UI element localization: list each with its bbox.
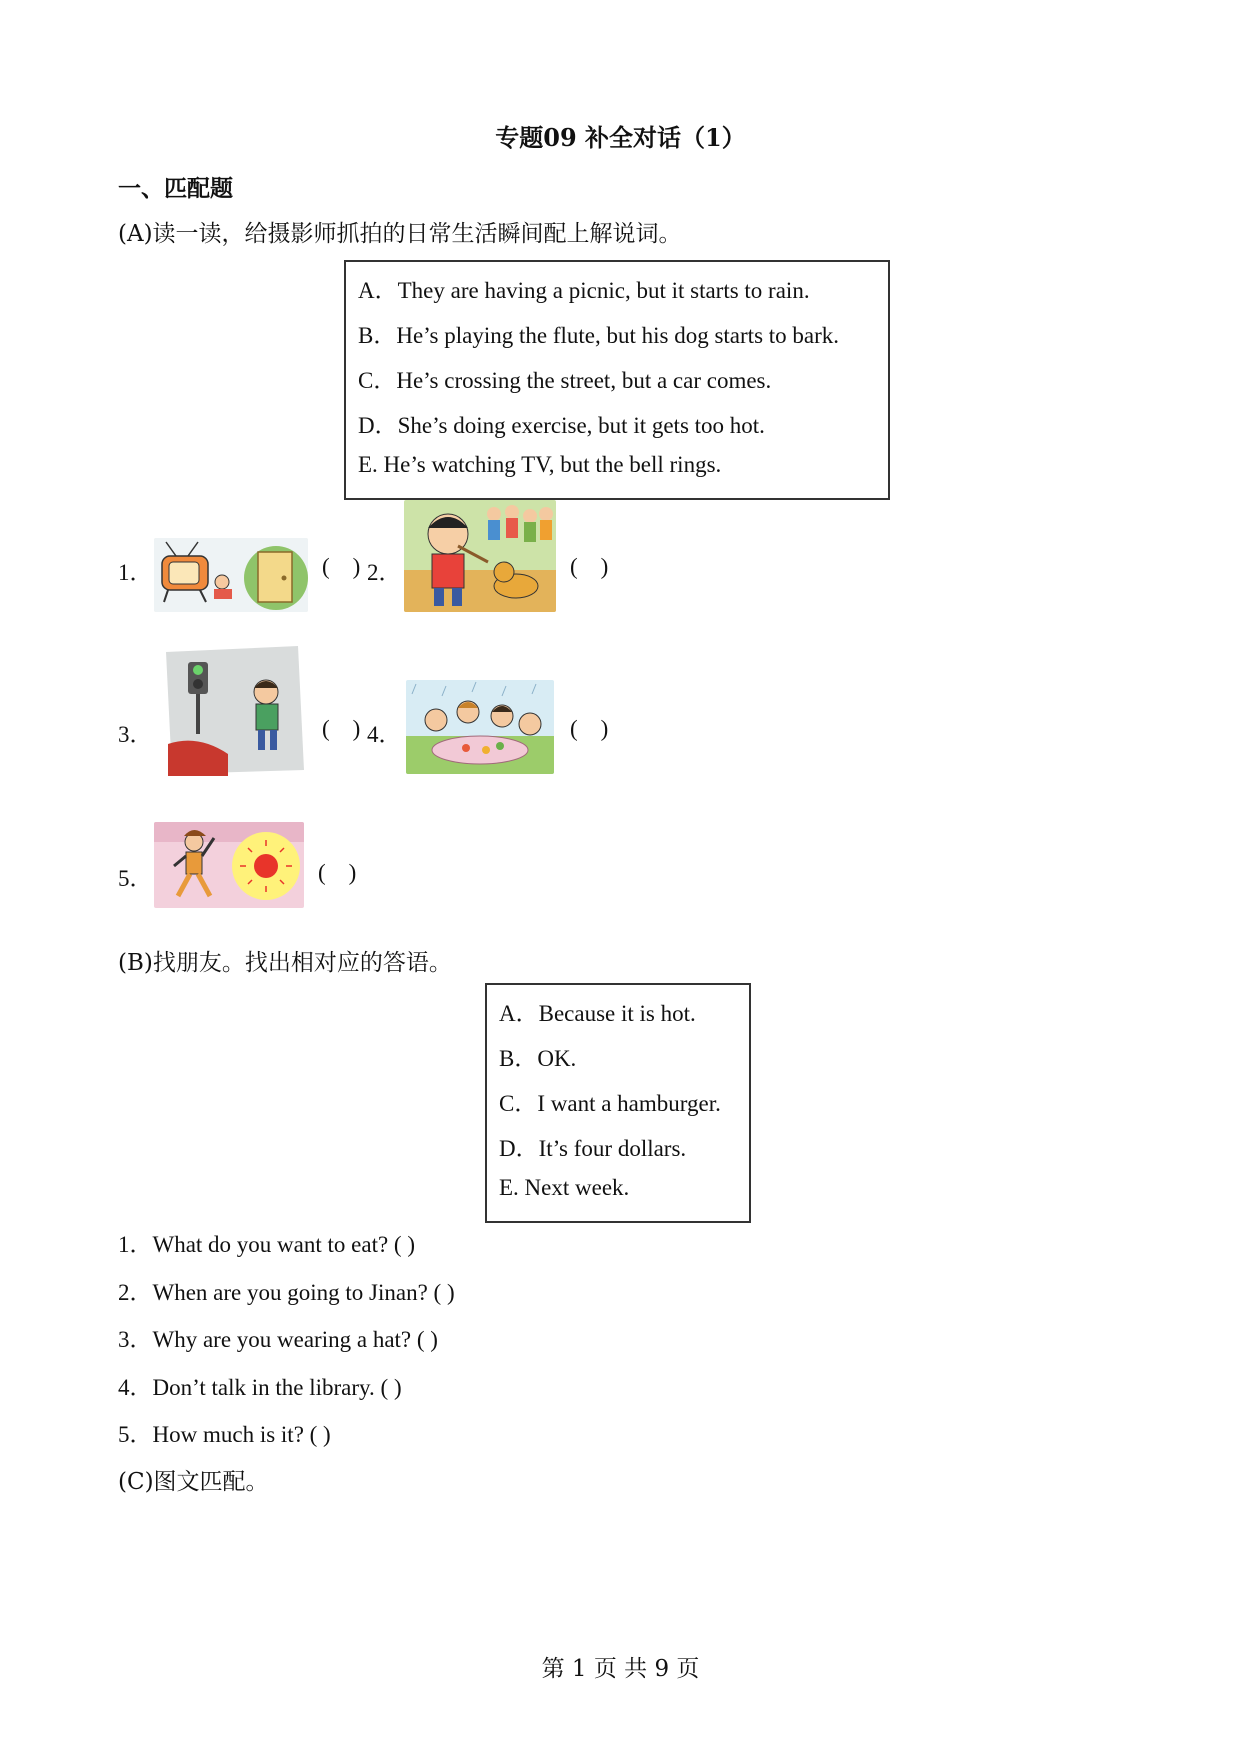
item-2-answer-blank[interactable]: ( ) <box>570 554 609 579</box>
part-a-options-box <box>344 260 890 500</box>
boy-flute-dog-picture <box>404 500 556 612</box>
section-heading-matching: 一、匹配题 <box>118 175 233 202</box>
part-b-option-d: D．It’s four dollars. <box>499 1136 687 1161</box>
part-b-question-2: 2．When are you going to Jinan? ( ) <box>118 1280 455 1305</box>
picnic-rain-picture <box>406 680 554 774</box>
item-1-number: 1． <box>118 560 153 585</box>
part-c-instruction: (C)图文匹配。 <box>118 1469 269 1495</box>
part-b-question-5: 5．How much is it? ( ) <box>118 1422 331 1447</box>
part-b-option-e: E. Next week. <box>499 1175 630 1200</box>
page-footer: 第 1 页 共 9 页 <box>541 1656 700 1682</box>
item-2-number: 2． <box>367 560 402 585</box>
part-b-question-4: 4．Don’t talk in the library. ( ) <box>118 1375 402 1400</box>
part-b-instruction: (B)找朋友。找出相对应的答语。 <box>118 950 452 976</box>
page-title: 专题09 补全对话（1） <box>495 123 746 152</box>
part-a-option-b: B．He’s playing the flute, but his dog starts to bark. <box>358 323 840 348</box>
item-3-number: 3． <box>118 722 153 747</box>
part-a-option-d: D．She’s doing exercise, but it gets too hot. <box>358 413 765 438</box>
item-5-answer-blank[interactable]: ( ) <box>318 860 357 885</box>
part-a-option-a: A．They are having a picnic, but it starts to rain. <box>358 278 810 303</box>
part-a-option-e: E. He’s watching TV, but the bell rings. <box>358 452 722 477</box>
part-b-question-1: 1．What do you want to eat? ( ) <box>118 1232 415 1257</box>
part-a-option-c: C．He’s crossing the street, but a car comes. <box>358 368 772 393</box>
girl-exercise-sun-picture <box>154 822 304 908</box>
tv-and-door-picture <box>154 538 308 612</box>
part-b-option-b: B．OK. <box>499 1046 577 1071</box>
item-3-answer-blank[interactable]: ( ) <box>322 716 361 741</box>
item-4-number: 4． <box>367 722 402 747</box>
item-5-number: 5． <box>118 866 153 891</box>
part-b-option-c: C．I want a hamburger. <box>499 1091 721 1116</box>
part-b-options-box <box>485 983 751 1223</box>
part-b-option-a: A．Because it is hot. <box>499 1001 696 1026</box>
boy-crossing-street-picture <box>158 644 310 776</box>
part-b-question-3: 3．Why are you wearing a hat? ( ) <box>118 1327 438 1352</box>
item-4-answer-blank[interactable]: ( ) <box>570 716 609 741</box>
item-1-answer-blank[interactable]: ( ) <box>322 554 361 579</box>
part-a-instruction: (A)读一读，给摄影师抓拍的日常生活瞬间配上解说词。 <box>118 221 682 247</box>
